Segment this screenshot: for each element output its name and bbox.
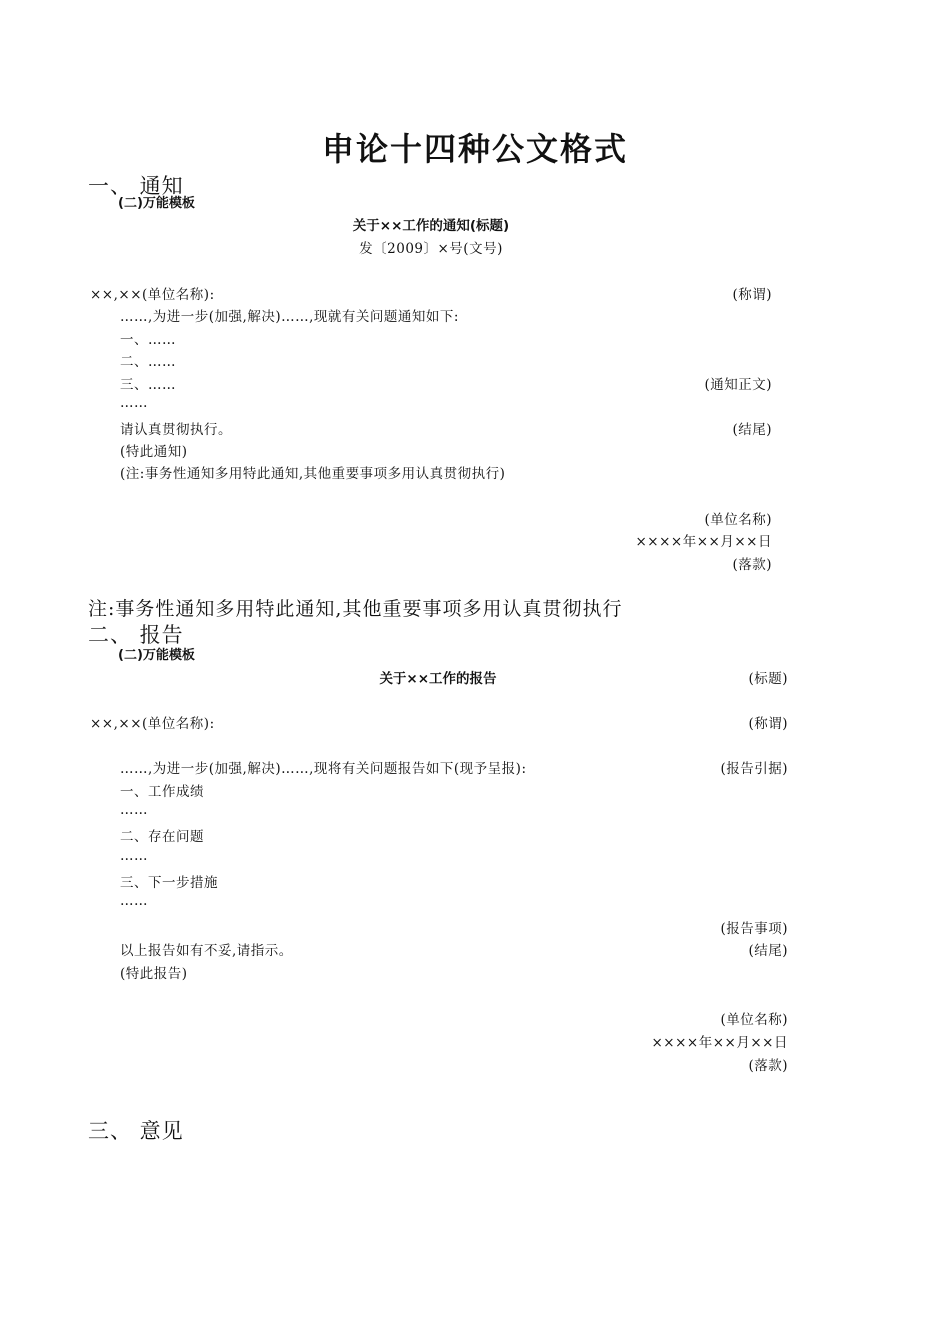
report-item: …… <box>120 848 148 864</box>
notice-salutation-tag: (称谓) <box>732 287 772 303</box>
report-sign-date: ××××年××月××日 <box>651 1035 788 1051</box>
report-item: …… <box>120 893 148 909</box>
report-closing-tag: (结尾) <box>748 943 788 959</box>
notice-alt-closing: (特此通知) <box>120 444 188 460</box>
notice-sign-date: ××××年××月××日 <box>635 534 772 550</box>
report-heading: 二、 报告 <box>88 623 184 647</box>
usage-note: 注:事务性通知多用特此通知,其他重要事项多用认真贯彻执行 <box>88 598 623 620</box>
notice-heading: 一、 通知 <box>88 174 184 198</box>
opinion-heading: 三、 意见 <box>88 1119 184 1143</box>
report-sign-org: (单位名称) <box>720 1012 788 1028</box>
notice-item: …… <box>120 395 148 411</box>
page-title: 申论十四种公文格式 <box>321 130 628 168</box>
report-item: 三、下一步措施 <box>120 875 218 891</box>
notice-closing-tag: (结尾) <box>732 422 772 438</box>
report-item: …… <box>120 802 148 818</box>
report-doc-title: 关于××工作的报告 <box>379 671 497 687</box>
report-items-tag: (报告事项) <box>720 921 788 937</box>
notice-doc-title: 关于××工作的通知(标题) <box>352 218 510 234</box>
report-intro: ……,为进一步(加强,解决)……,现将有关问题报告如下(现予呈报): <box>120 761 527 777</box>
report-item: 一、工作成绩 <box>120 784 204 800</box>
notice-salutation: ××,××(单位名称): <box>90 287 215 303</box>
notice-item: 一、…… <box>120 332 176 348</box>
notice-doc-number: 发〔2009〕×号(文号) <box>359 241 503 257</box>
notice-intro: ……,为进一步(加强,解决)……,现就有关问题通知如下: <box>120 309 459 325</box>
notice-sign-org: (单位名称) <box>704 512 772 528</box>
notice-annotation: (注:事务性通知多用特此通知,其他重要事项多用认真贯彻执行) <box>120 466 506 482</box>
notice-closing: 请认真贯彻执行。 <box>120 422 232 438</box>
notice-body-tag: (通知正文) <box>704 377 772 393</box>
report-salutation-tag: (称谓) <box>748 716 788 732</box>
report-alt-closing: (特此报告) <box>120 966 188 982</box>
report-closing: 以上报告如有不妥,请指示。 <box>120 943 293 959</box>
report-template-label: (二)万能模板 <box>118 648 195 663</box>
notice-item: 二、…… <box>120 354 176 370</box>
report-intro-tag: (报告引据) <box>720 761 788 777</box>
report-doc-title-tag: (标题) <box>748 671 788 687</box>
notice-template-label: (二)万能模板 <box>118 196 195 211</box>
notice-sign-tag: (落款) <box>732 557 772 573</box>
notice-item: 三、…… <box>120 377 176 393</box>
report-item: 二、存在问题 <box>120 829 204 845</box>
report-salutation: ××,××(单位名称): <box>90 716 215 732</box>
report-sign-tag: (落款) <box>748 1058 788 1074</box>
